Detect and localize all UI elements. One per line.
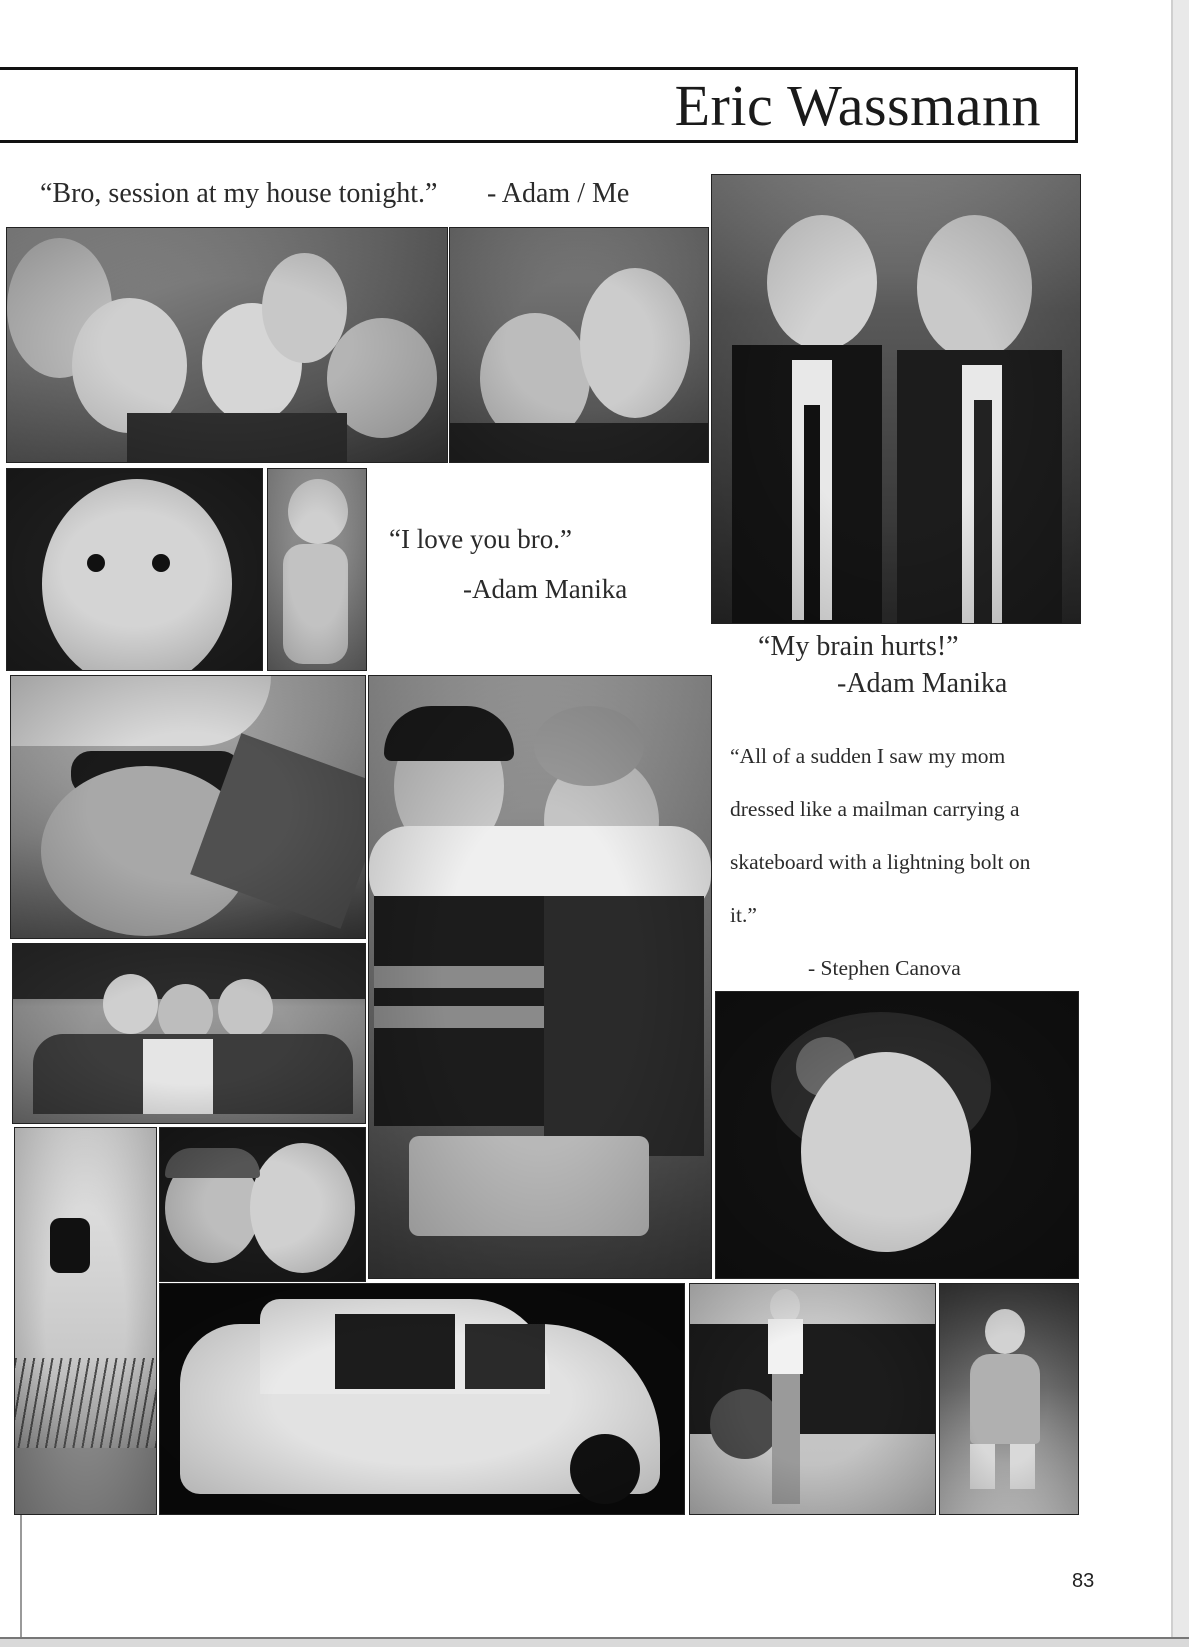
photo-family-group — [7, 228, 447, 462]
photo-truck — [690, 1284, 935, 1514]
photo-three-on-lawn — [13, 944, 365, 1123]
quote-brain: “My brain hurts!” — [758, 631, 959, 662]
quote-mailman-line-2: dressed like a mailman carrying a — [730, 797, 1020, 821]
photo-costumes — [369, 676, 711, 1278]
quote-mailman-line-4: it.” — [730, 903, 757, 927]
photo-suits — [712, 175, 1080, 623]
photo-hat-closeup — [11, 676, 365, 938]
photo-toddler — [268, 469, 366, 670]
photo-hooded-closeup — [716, 992, 1078, 1278]
quote-mailman-line-1: “All of a sudden I saw my mom — [730, 744, 1006, 768]
page-bottom-edge — [0, 1637, 1189, 1647]
quote-love: “I love you bro.” — [389, 524, 572, 554]
page-number: 83 — [1072, 1570, 1095, 1592]
name-banner — [0, 67, 1078, 143]
quote-mailman-line-3: skateboard with a lightning bolt on — [730, 850, 1031, 874]
photo-snowboard-jump — [15, 1128, 156, 1514]
student-name: Eric Wassmann — [674, 73, 1041, 138]
quote-love-attribution: -Adam Manika — [463, 574, 628, 604]
quote-session: “Bro, session at my house tonight.” — [40, 178, 438, 209]
margin-rule — [20, 1514, 22, 1637]
photo-car — [160, 1284, 684, 1514]
photo-toddler-walking — [940, 1284, 1078, 1514]
photo-two-guys-smiling — [160, 1128, 365, 1281]
photo-baby — [7, 469, 262, 670]
photo-two-friends — [450, 228, 708, 462]
quote-brain-attribution: -Adam Manika — [837, 668, 1008, 699]
page-edge — [1171, 0, 1189, 1647]
quote-session-attribution: - Adam / Me — [487, 178, 630, 209]
quote-mailman-attribution: - Stephen Canova — [808, 956, 961, 980]
